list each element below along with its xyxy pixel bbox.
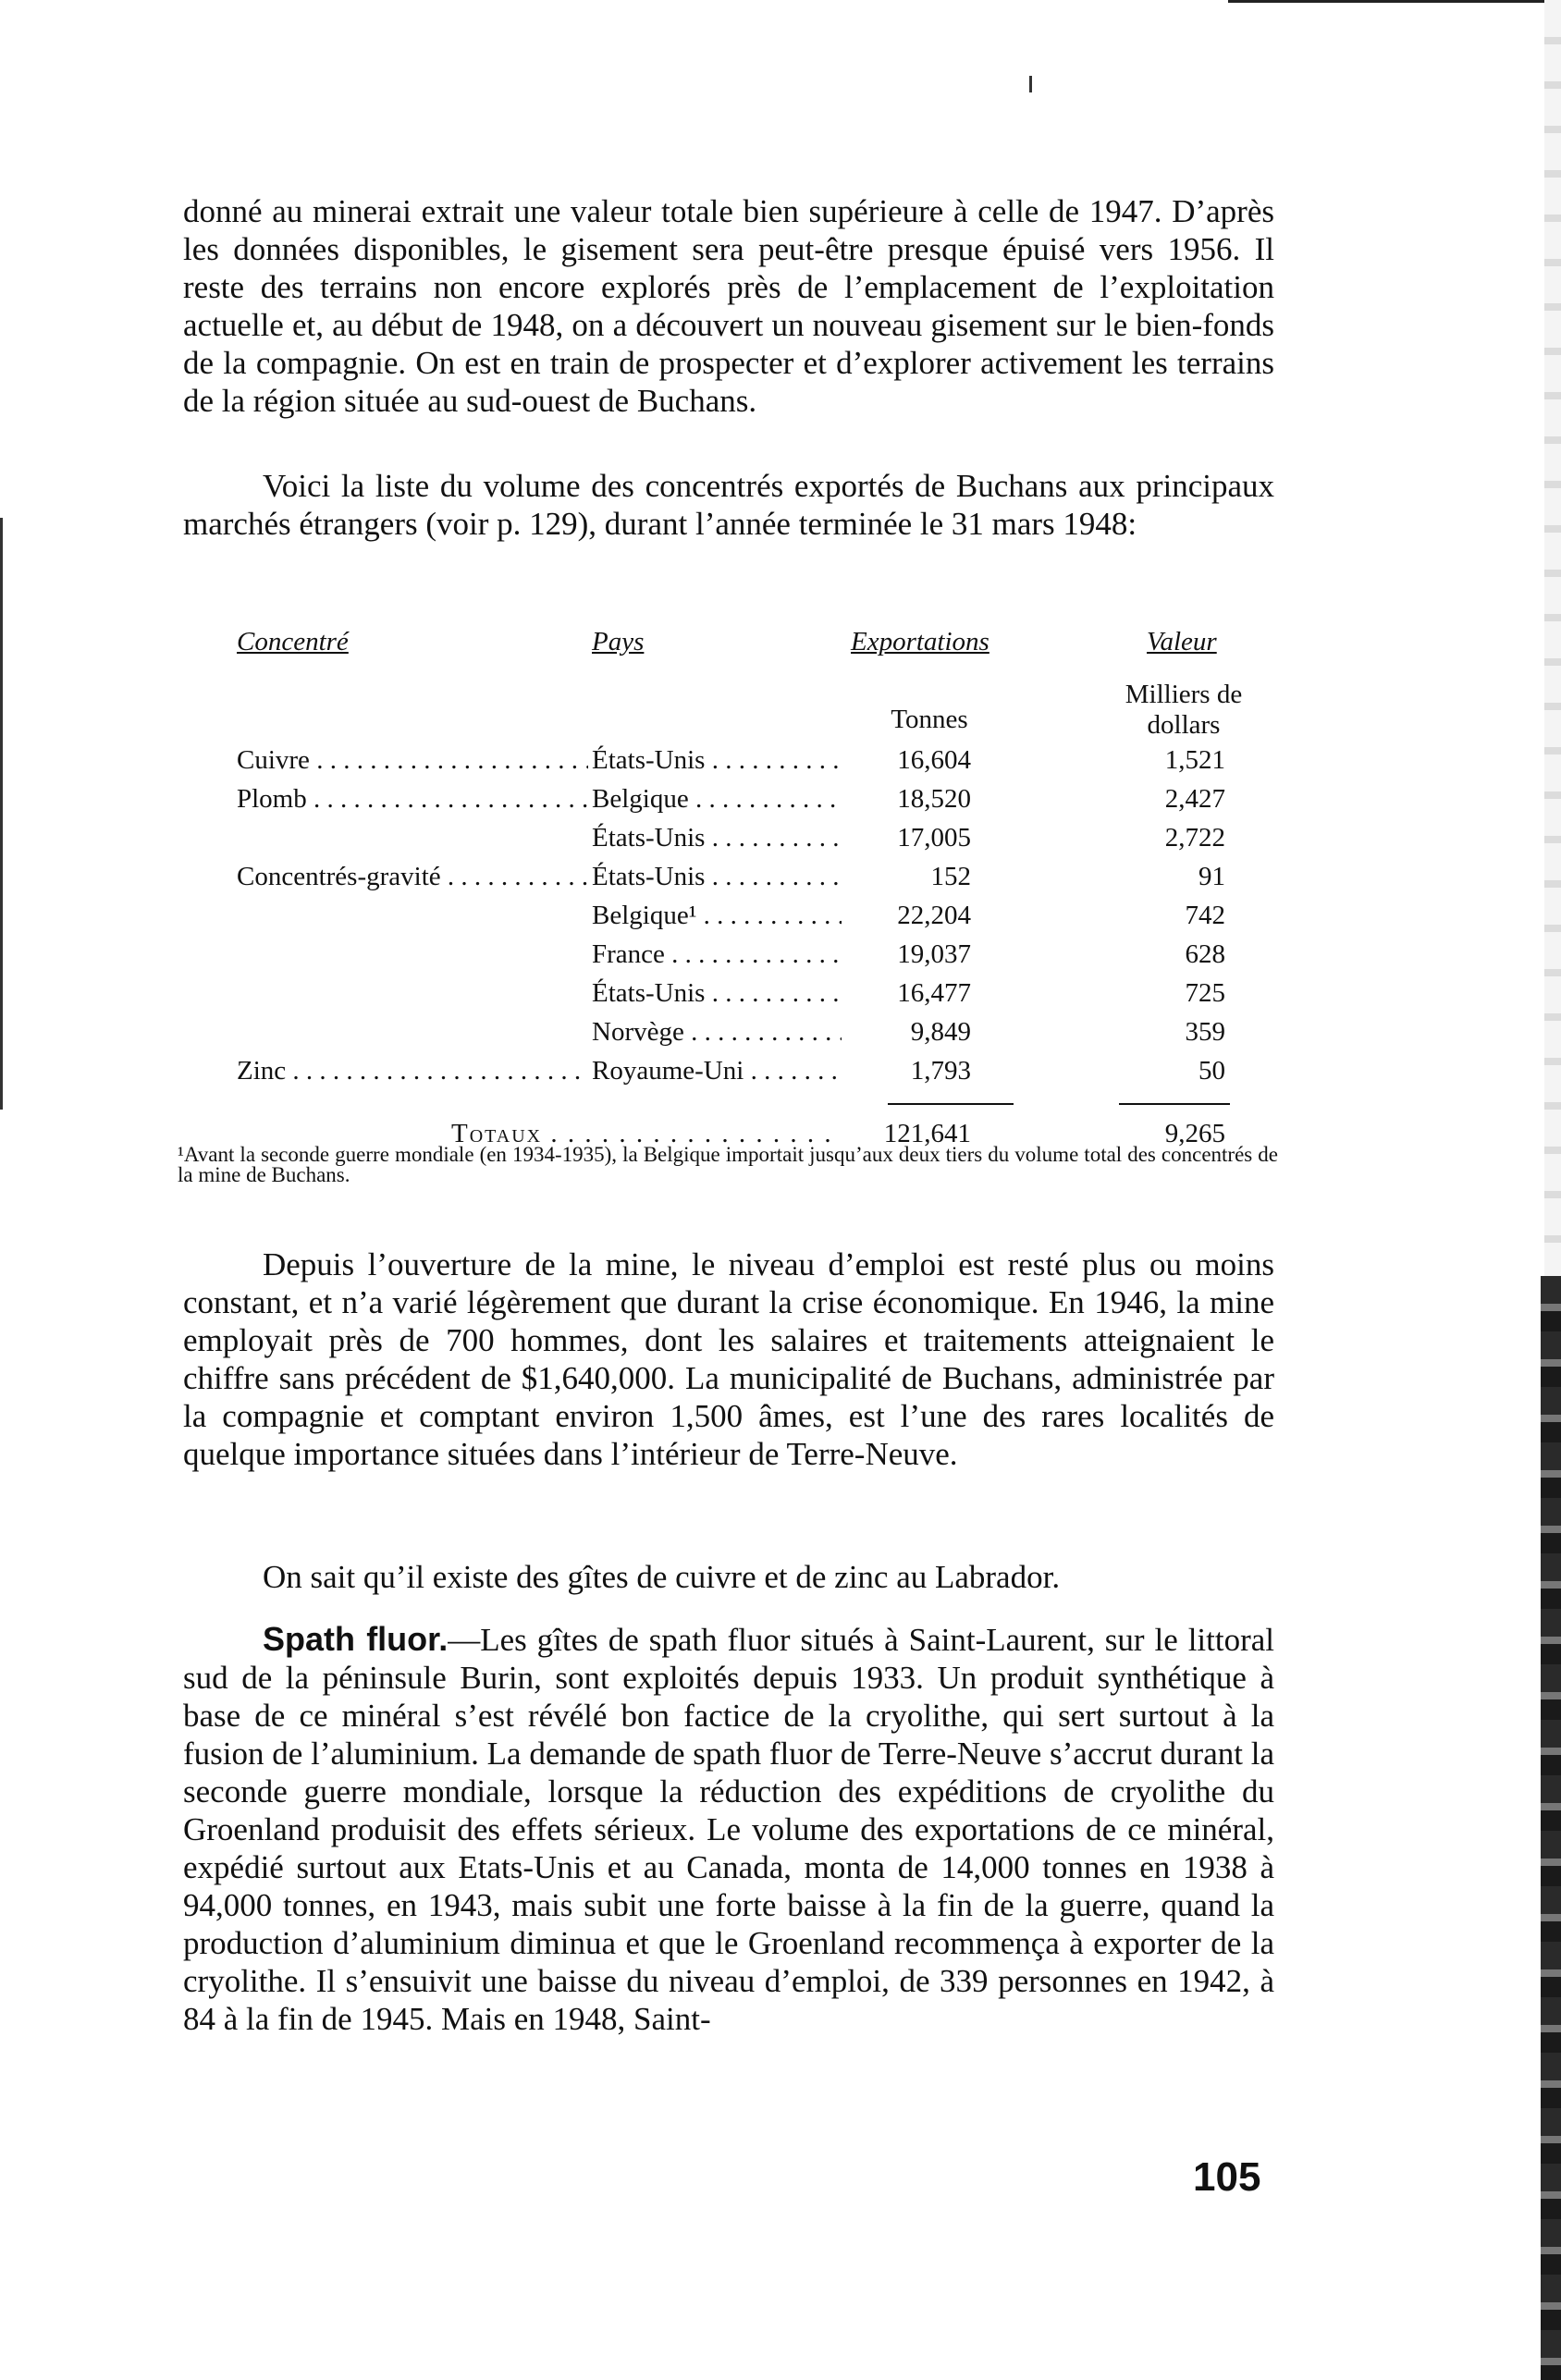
totals-rule-valeur [1119, 1103, 1230, 1105]
table-row [0, 978, 1561, 1017]
totals-tonnes: 121,641 [883, 1119, 971, 1148]
cell-pays: Belgique . . . [592, 784, 842, 815]
paragraph-1: donné au minerai extrait une valeur totale bien supérieure à celle de 1947. D’après les données disponibles, le gisement sera peut-être presque épuisé vers 1956. Il reste des terrains non encore explorés près de l’emplacement de l’exploitation actuelle et, au début de 1948, on a découvert un nouveau gisement sur le bien-fonds de la compagnie. On est en train de prospecter et d’explorer activement les terrains de la région située au sud-ouest de Buchans. [183, 193, 1274, 419]
cell-pays: Belgique¹ . . . [592, 901, 842, 931]
cell-valeur: 2,722 [1164, 823, 1225, 853]
cell-concentre: Zinc . . . [237, 1056, 588, 1086]
table-row [0, 862, 1561, 901]
table-row [0, 745, 1561, 784]
cell-valeur: 50 [1198, 1056, 1225, 1086]
cell-tonnes: 22,204 [897, 901, 971, 930]
page-number: 105 [1193, 2154, 1261, 2200]
subheader-valeur-line2: dollars [1147, 710, 1221, 740]
cell-pays: Norvège . . . [592, 1017, 842, 1048]
col-header-pays: Pays [592, 627, 645, 656]
cell-pays: États-Unis . . . [592, 823, 842, 853]
col-header-exportations: Exportations [851, 627, 989, 656]
cell-valeur: 2,427 [1164, 784, 1225, 814]
cell-valeur: 725 [1185, 978, 1225, 1008]
cell-tonnes: 152 [930, 862, 971, 891]
cell-tonnes: 17,005 [897, 823, 971, 853]
cell-valeur: 359 [1185, 1017, 1225, 1047]
table-row [0, 784, 1561, 823]
cell-pays: France . . . [592, 939, 842, 970]
cell-tonnes: 1,793 [910, 1056, 971, 1086]
table-row [0, 939, 1561, 978]
table-row [0, 823, 1561, 862]
paragraph-5-body: —Les gîtes de spath fluor situés à Saint-Laurent, sur le littoral sud de la péninsule Burin, sont exploités depuis 1933. Un produit synthétique à base de ce minéral s’est révélé bon factice de la cryolithe, qui sert surtout à la fusion de l’aluminium. La demande de spath fluor de Terre-Neuve s’accrut durant la seconde guerre mondiale, lorsque la réduction des expéditions de cryolithe du Groenland produisit des effets sérieux. Le volume des exportations de ce minéral, expédié surtout aux Etats-Unis et au Canada, monta de 14,000 tonnes en 1938 à 94,000 tonnes, en 1943, mais subit une forte baisse à la fin de la guerre, quand la production d’aluminium diminua et que le Groenland recommença à exporter de la cryolithe. Il s’ensuivit une baisse du niveau d’emploi, de 339 personnes en 1942, à 84 à la fin de 1945. Mais en 1948, Saint- [183, 1622, 1275, 2037]
cell-tonnes: 18,520 [897, 784, 971, 814]
table-row [0, 901, 1561, 939]
totals-valeur: 9,265 [1164, 1119, 1225, 1148]
cell-concentre: Cuivre . . . [237, 745, 588, 776]
totals-label: Totaux . . . [451, 1119, 840, 1149]
cell-tonnes: 16,477 [897, 978, 971, 1008]
col-header-valeur: Valeur [1147, 627, 1217, 656]
scan-mark [1029, 76, 1032, 92]
cell-valeur: 1,521 [1164, 745, 1225, 775]
cell-valeur: 91 [1198, 862, 1225, 891]
paragraph-5 [183, 1620, 1274, 2038]
paragraph-2: Voici la liste du volume des concentrés exportés de Buchans aux principaux marchés étrangers (voir p. 129), durant l’année terminée le 31 mars 1948: [183, 468, 1274, 542]
scan-right-edge-dark [1541, 1276, 1561, 2380]
subheader-valeur [1100, 680, 1267, 741]
cell-concentre: Concentrés-gravité . . . [237, 862, 588, 892]
table-row [0, 1056, 1561, 1095]
totals-rule-tonnes [888, 1103, 1014, 1105]
cell-valeur: 742 [1185, 901, 1225, 930]
scan-top-rule [1228, 0, 1561, 3]
cell-pays: États-Unis . . . [592, 978, 842, 1009]
table-row [0, 1017, 1561, 1056]
cell-valeur: 628 [1185, 939, 1225, 969]
cell-pays: États-Unis . . . [592, 745, 842, 776]
cell-pays: Royaume-Uni . . . [592, 1056, 842, 1086]
subheader-valeur-line1: Milliers de [1125, 680, 1243, 709]
table-footnote: ¹Avant la seconde guerre mondiale (en 1934-1935), la Belgique importait jusqu’aux deux tiers du volume total des concentrés de la mine de Buchans. [178, 1143, 1278, 1186]
section-heading-spath-fluor: Spath fluor. [263, 1620, 449, 1658]
cell-concentre: Plomb . . . [237, 784, 588, 815]
cell-tonnes: 9,849 [910, 1017, 971, 1047]
paragraph-4: On sait qu’il existe des gîtes de cuivre et de zinc au Labrador. [263, 1559, 1061, 1595]
cell-tonnes: 16,604 [897, 745, 971, 775]
col-header-concentre: Concentré [237, 627, 349, 656]
cell-tonnes: 19,037 [897, 939, 971, 969]
paragraph-3: Depuis l’ouverture de la mine, le niveau d’emploi est resté plus ou moins constant, et n’a varié légèrement que durant la crise économique. En 1946, la mine employait près de 700 hommes, dont les salaires et traitements atteignaient le chiffre sans précédent de $1,640,000. La municipalité de Buchans, administrée par la compagnie et comptant environ 1,500 âmes, est l’une des rares localités de quelque importance situées dans l’intérieur de Terre-Neuve. [183, 1246, 1274, 1472]
cell-pays: États-Unis . . . [592, 862, 842, 892]
subheader-tonnes: Tonnes [891, 705, 968, 734]
